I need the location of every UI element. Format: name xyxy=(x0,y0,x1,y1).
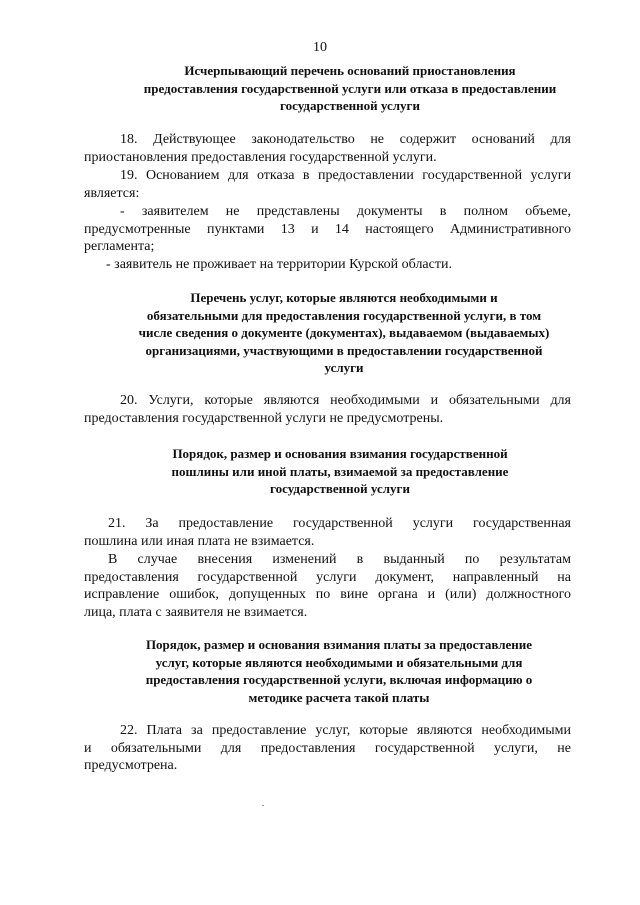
text-line: является: xyxy=(84,185,140,201)
text-line: и обязательными для предоставления государственной услуги, не xyxy=(84,740,571,756)
heading-line: организациями, участвующими в предоставлении государственной xyxy=(145,342,543,358)
list-item-residency xyxy=(84,256,571,274)
heading-line: Исчерпывающий перечень оснований приостановления xyxy=(184,63,516,78)
text-line: предоставления государственной услуги не предусмотрены. xyxy=(84,410,444,426)
section-heading-fee-calculation xyxy=(104,636,574,706)
heading-line: числе сведения о документе (документах), выдаваемом (выдаваемых) xyxy=(138,325,550,340)
paragraph-20 xyxy=(84,392,571,427)
page-number: 10 xyxy=(313,40,327,55)
section-heading-suspension-grounds xyxy=(130,62,570,115)
heading-line: услуг, которые являются необходимыми и обязательными для xyxy=(155,654,523,670)
list-item-incomplete-documents xyxy=(84,203,571,256)
heading-line: Порядок, размер и основания взимания государственной xyxy=(172,446,508,461)
heading-line: Перечень услуг, которые являются необходимыми и xyxy=(190,290,498,305)
text-line: 21. За предоставление государственной услуги государственная xyxy=(108,516,571,531)
text-line: предусмотренные пунктами 13 и 14 настоящего Административного xyxy=(84,221,571,237)
text-line: 20. Услуги, которые являются необходимыми и обязательными для xyxy=(120,393,571,408)
scan-speck xyxy=(262,805,264,806)
paragraph-18 xyxy=(84,131,571,166)
paragraph-21 xyxy=(84,515,571,550)
heading-line: государственной услуги xyxy=(280,98,420,113)
text-line: 22. Плата за предоставление услуг, которые являются необходимыми xyxy=(120,723,571,738)
section-heading-state-duty xyxy=(120,445,560,498)
paragraph-19 xyxy=(84,167,571,202)
heading-line: методике расчета такой платы xyxy=(248,689,430,705)
heading-line: Порядок, размер и основания взимания платы за предоставление xyxy=(145,637,533,652)
text-line: приостановления предоставления государственной услуги. xyxy=(84,149,437,165)
text-line: В случае внесения изменений в выданный по результатам xyxy=(108,552,571,567)
heading-line: предоставления государственной услуги или отказа в предоставлении xyxy=(143,80,557,96)
heading-line: услуги xyxy=(324,360,364,375)
paragraph-21-amendments xyxy=(84,551,571,621)
text-line: исправление ошибок, допущенных по вине органа и (или) должностного xyxy=(84,587,571,602)
heading-line: обязательными для предоставления государственной услуги, в том xyxy=(146,307,542,323)
text-line: предоставления государственной услуги документ, направленный на xyxy=(84,569,571,585)
heading-line: государственной услуги xyxy=(270,481,410,496)
heading-line: пошлины или иной платы, взимаемой за предоставление xyxy=(171,463,509,479)
text-line: - заявителем не представлены документы в полном объеме, xyxy=(120,204,571,219)
text-line: предусмотрена. xyxy=(84,758,178,773)
section-heading-required-services xyxy=(104,289,584,377)
text-line: пошлина или иная плата не взимается. xyxy=(84,533,315,549)
text-line: лица, плата с заявителя не взимается. xyxy=(84,604,308,620)
text-line: - заявитель не проживает на территории Курской области. xyxy=(106,257,452,272)
text-line: 18. Действующее законодательство не содержит оснований для xyxy=(120,132,571,147)
text-line: регламента; xyxy=(84,239,155,254)
text-line: 19. Основанием для отказа в предоставлении государственной услуги xyxy=(120,168,571,183)
paragraph-22 xyxy=(84,722,571,775)
heading-line: предоставления государственной услуги, включая информацию о xyxy=(145,672,533,687)
